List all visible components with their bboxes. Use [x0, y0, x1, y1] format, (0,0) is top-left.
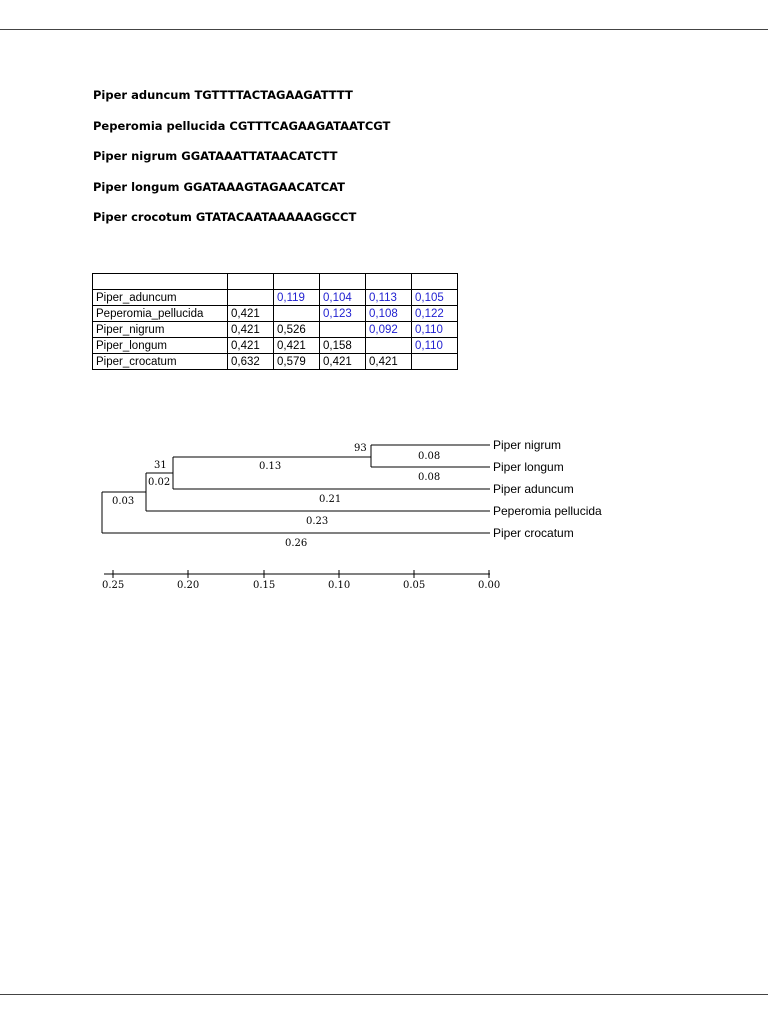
branch-length-label: 0.26: [285, 538, 308, 549]
leaf-label: Peperomia pellucida: [493, 504, 602, 518]
header-cell: [366, 274, 412, 290]
branch-length-label: 0.21: [319, 494, 342, 505]
table-cell: 0,119: [274, 290, 320, 306]
table-cell: 0,421: [274, 338, 320, 354]
table-cell: 0,122: [412, 306, 458, 322]
header-cell: [274, 274, 320, 290]
table-row: [93, 338, 458, 354]
branch-length-label: 0.03: [112, 496, 135, 507]
species-name: Peperomia pellucida: [93, 118, 226, 133]
leaf-label: Piper nigrum: [493, 438, 562, 452]
row-name-cell: Piper_crocatum: [93, 354, 228, 370]
dna-sequence: TGTTTTACTAGAAGATTTT: [194, 88, 353, 102]
sequence-line: [93, 210, 390, 225]
sequence-list: [93, 88, 390, 241]
sequence-line: [93, 88, 390, 103]
table-cell: 0,421: [228, 322, 274, 338]
table-cell: 0,108: [366, 306, 412, 322]
scale-axis: [102, 570, 500, 591]
branch-length-label: 0.08: [418, 451, 441, 462]
table-cell: [412, 354, 458, 370]
table-cell: 0,632: [228, 354, 274, 370]
species-name: Piper crocotum: [93, 210, 192, 224]
distance-matrix-table: [92, 273, 458, 370]
leaf-label: Piper aduncum: [493, 482, 574, 496]
header-cell: [228, 274, 274, 290]
table-row: [93, 306, 458, 322]
header-cell: [412, 274, 458, 290]
table-cell: 0,110: [412, 322, 458, 338]
table-header-row: [93, 274, 458, 290]
table-row: [93, 290, 458, 306]
table-cell: 0,110: [412, 338, 458, 354]
dna-sequence: GGATAAATTATAACATCTT: [181, 149, 338, 163]
dna-sequence: CGTTTCAGAAGATAATCGT: [229, 118, 391, 133]
table-cell: 0,526: [274, 322, 320, 338]
table-cell: 0,105: [412, 290, 458, 306]
table-cell: 0,421: [366, 354, 412, 370]
species-name: Piper aduncum: [93, 88, 191, 102]
branch-length-label: 0.13: [259, 461, 282, 472]
scale-tick-label: 0.10: [328, 580, 351, 591]
table-cell: 0,158: [320, 338, 366, 354]
leaf-label: Piper crocatum: [493, 526, 574, 540]
branch-length-label: 0.08: [418, 472, 441, 483]
scale-tick-label: 0.20: [177, 580, 200, 591]
table-cell: 0,421: [320, 354, 366, 370]
species-name: Piper longum: [93, 179, 180, 194]
row-name-cell: Piper_aduncum: [93, 290, 228, 306]
scale-tick-label: 0.25: [102, 580, 125, 591]
sequence-line: [93, 180, 390, 195]
scale-tick-label: 0.15: [253, 580, 276, 591]
table-cell: [320, 322, 366, 338]
table-cell: 0,421: [228, 338, 274, 354]
phylogenetic-tree: [90, 432, 630, 597]
row-name-cell: Piper_nigrum: [93, 322, 228, 338]
table-cell: 0,104: [320, 290, 366, 306]
table-cell: [274, 306, 320, 322]
table-cell: 0,092: [366, 322, 412, 338]
dna-sequence: GGATAAAGTAGAACATCAT: [183, 179, 345, 194]
header-cell: [93, 274, 228, 290]
table-cell: 0,579: [274, 354, 320, 370]
bootstrap-label: 31: [154, 460, 167, 471]
table-cell: 0,421: [228, 306, 274, 322]
row-name-cell: Peperomia_pellucida: [93, 306, 228, 322]
leaf-label: Piper longum: [493, 460, 564, 474]
bottom-rule: [0, 994, 768, 995]
header-cell: [320, 274, 366, 290]
table-cell: [366, 338, 412, 354]
table-cell: [228, 290, 274, 306]
top-rule: [0, 29, 768, 30]
table-row: [93, 322, 458, 338]
branch-length-label: 0.02: [148, 477, 171, 488]
bootstrap-label: 93: [354, 443, 367, 454]
table-row: [93, 354, 458, 370]
row-name-cell: Piper_longum: [93, 338, 228, 354]
sequence-line: [93, 149, 390, 164]
dna-sequence: GTATACAATAAAAAGGCCT: [195, 210, 357, 224]
scale-tick-label: 0.00: [478, 580, 501, 591]
scale-tick-label: 0.05: [403, 580, 426, 591]
species-name: Piper nigrum: [93, 149, 178, 163]
table-cell: 0,113: [366, 290, 412, 306]
sequence-line: [93, 119, 390, 134]
branch-length-label: 0.23: [306, 516, 329, 527]
table-cell: 0,123: [320, 306, 366, 322]
